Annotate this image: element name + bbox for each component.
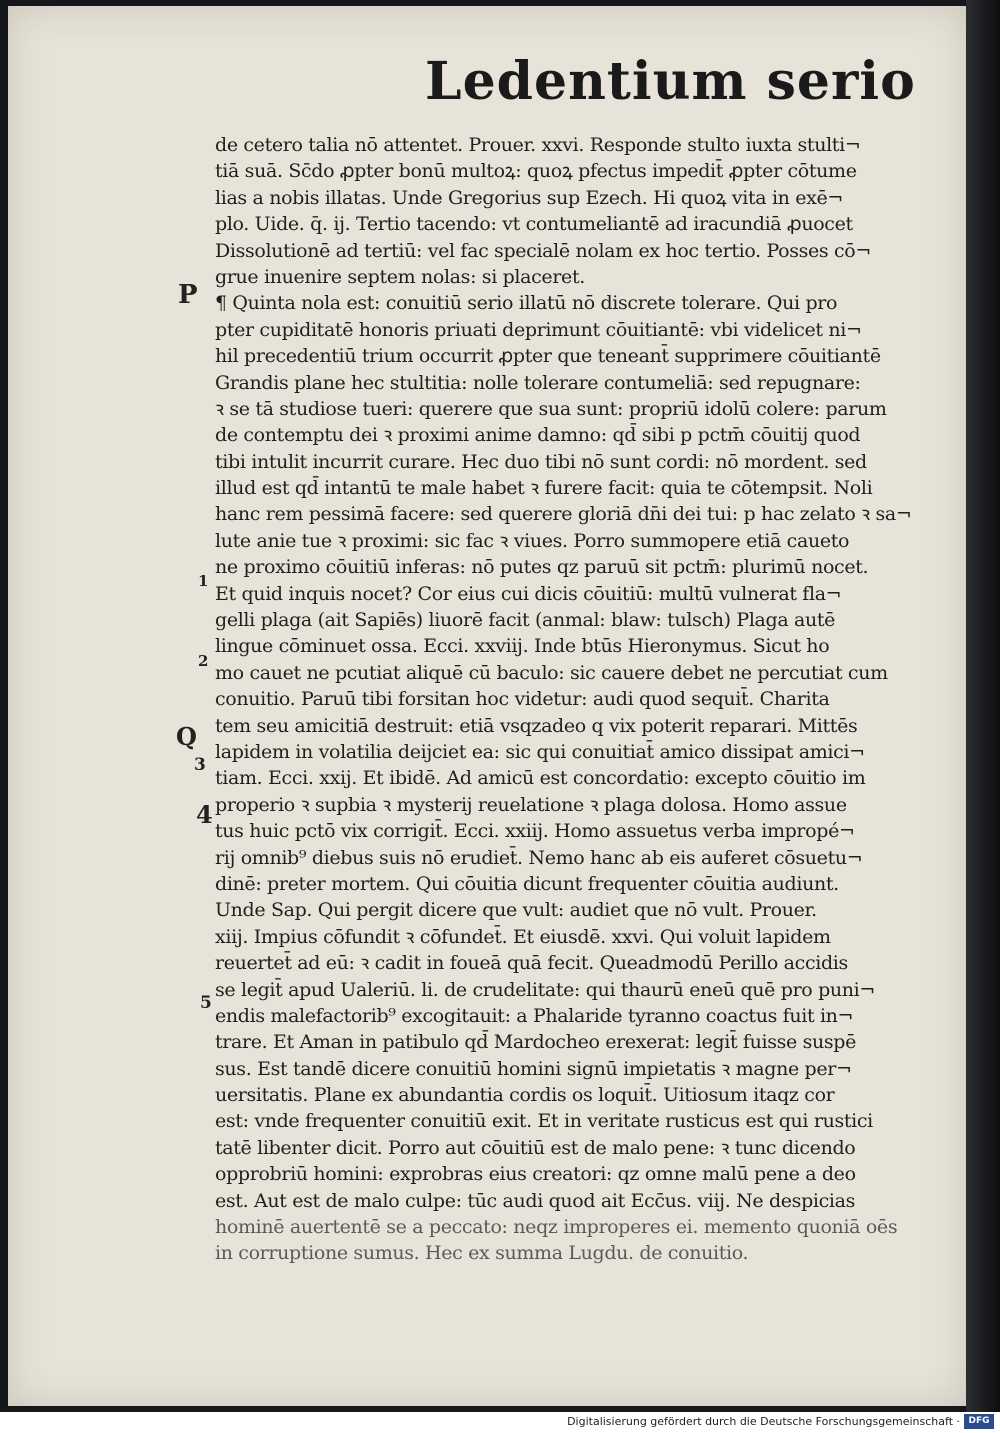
text-line: rij omnib⁹ diebus suis nō erudiet̄. Nemo hanc ab eis auferet cōsuetu¬ [215, 846, 863, 869]
text-line: tus huic pctō vix corrigit̄. Ecci. xxiij. Homo assuetus verba impropé¬ [215, 820, 855, 843]
margin-mark-3: 3 [194, 755, 206, 775]
text-line: tem seu amicitiā destruit: etiā vsqzadeo q vix poterit reparari. Mittēs [215, 714, 858, 737]
text-line: est: vnde frequenter conuitiū exit. Et in veritate rusticus est qui rustici [215, 1110, 873, 1133]
text-line: tatē libenter dicit. Porro aut cōuitiū est de malo pene: ꝛ tunc dicendo [215, 1136, 856, 1159]
text-line: reuertet̄ ad eū: ꝛ cadit in foueā quā fecit. Queadmodū Perillo accidis [215, 952, 848, 975]
text-line: conuitio. Paruū tibi forsitan hoc videtur: audi quod sequit̄. Charita [215, 688, 830, 711]
text-line: ¶ Quinta nola est: conuitiū serio illatū nō discrete tolerare. Qui pro [215, 292, 838, 315]
text-line: grue inuenire septem nolas: si placeret. [215, 265, 585, 288]
text-line: Dissolutionē ad tertiū: vel fac specialē nolam ex hoc tertio. Posses cō¬ [215, 239, 871, 262]
text-line: est. Aut est de malo culpe: tūc audi quod ait Ecc̄us. viij. Ne despicias [215, 1189, 856, 1212]
body-text [215, 132, 960, 1267]
text-line: in corruptione sumus. Hec ex summa Lugdu. de conuitio. [215, 1242, 749, 1265]
text-line: trare. Et Aman in patibulo qd̄ Mardocheo erexerat: legit̄ fuisse suspē [215, 1031, 857, 1054]
text-line: lingue cōminuet ossa. Ecci. xxviij. Inde btūs Hieronymus. Sicut ho [215, 635, 830, 658]
text-line: endis malefactorib⁹ excogitauit: a Phalaride tyranno coactus fuit in¬ [215, 1004, 854, 1027]
text-line: Unde Sap. Qui pergit dicere que vult: audiet que nō vult. Prouer. [215, 899, 817, 922]
text-line: lias a nobis illatas. Unde Gregorius sup Ezech. Hi quoꝝ vita in exē¬ [215, 186, 843, 209]
text-line: ꝛ se tā studiose tueri: querere que sua sunt: propriū idolū colere: parum [215, 397, 887, 420]
text-line: de cetero talia nō attentet. Prouer. xxvi. Responde stulto iuxta stulti¬ [215, 134, 861, 156]
text-line: Et quid inquis nocet? Cor eius cui dicis cōuitiū: multū vulnerat fla¬ [215, 582, 842, 605]
text-line: xiij. Impius cōfundit ꝛ cōfundet̄. Et eiusdē. xxvi. Qui voluit lapidem [215, 925, 831, 948]
text-line: lapidem in volatilia deijciet ea: sic qui conuitiat̄ amico dissipat amici¬ [215, 740, 865, 763]
text-line: tiam. Ecci. xxij. Et ibidē. Ad amicū est concordatio: excepto cōuitio im [215, 767, 866, 790]
running-head: Ledentium serio [425, 51, 916, 112]
text-line: se legit̄ apud Ualeriū. li. de crudelitate: qui thaurū eneū quē pro puni¬ [215, 978, 875, 1001]
bleed-through-heading [18, 55, 418, 105]
text-line: illud est qd̄ intantū te male habet ꝛ furere facit: quia te cōtempsit. Noli [215, 477, 873, 500]
text-line: properio ꝛ supbia ꝛ mysterij reuelatione ꝛ plaga dolosa. Homo assue [215, 793, 847, 816]
text-line: hanc rem pessimā facere: sed querere gloriā dn̄i dei tui: p hac zelato ꝛ sa¬ [215, 503, 912, 526]
text-line: de contemptu dei ꝛ proximi anime damno: qd̄ sibi p pctm̄ cōuitij quod [215, 424, 861, 447]
text-line: gelli plaga (ait Sapiēs) liuorē facit (anmal: blaw: tulsch) Plaga autē [215, 609, 836, 632]
text-line: hil precedentiū trium occurrit ꝓpter que teneant̄ supprimere cōuitiantē [215, 345, 881, 368]
text-line: ne proximo cōuitiū inferas: nō putes qz paruū sit pctm̄: plurimū nocet. [215, 556, 869, 579]
text-line: Grandis plane hec stultitia: nolle tolerare contumeliā: sed repugnare: [215, 371, 861, 394]
footer-bar [0, 1412, 1000, 1433]
margin-mark-2: 2 [198, 652, 209, 670]
margin-mark-1: 1 [198, 572, 209, 590]
margin-mark-q: Q [176, 722, 197, 751]
funding-notice: Digitalisierung gefördert durch die Deutsche Forschungsgemeinschaft · [567, 1415, 960, 1428]
text-line: plo. Uide. q̄. ij. Tertio tacendo: vt contumeliantē ad iracundiā ꝓuocet [215, 213, 853, 236]
margin-mark-4: 4 [196, 800, 213, 829]
text-line: opprobriū homini: exprobras eius creatori: qz omne malū pene a deo [215, 1163, 856, 1186]
text-line: tibi intulit incurrit curare. Hec duo tibi nō sunt cordi: nō mordent. sed [215, 450, 867, 473]
text-line: lute anie tue ꝛ proximi: sic fac ꝛ viues. Porro summopere etiā caueto [215, 529, 850, 552]
margin-mark-p: P [178, 280, 198, 310]
dfg-logo: DFG [964, 1414, 994, 1429]
text-line: mo cauet ne pcutiat aliquē cū baculo: sic cauere debet ne percutiat cum [215, 661, 888, 684]
text-line: uersitatis. Plane ex abundantia cordis os loquit̄. Uitiosum itaqz cor [215, 1084, 835, 1107]
text-line: pter cupiditatē honoris priuati deprimunt cōuitiantē: vbi videlicet ni¬ [215, 318, 862, 341]
text-line: sus. Est tandē dicere conuitiū homini signū impietatis ꝛ magne per¬ [215, 1057, 852, 1080]
text-line: dinē: preter mortem. Qui cōuitia dicunt frequenter cōuitia audiunt. [215, 872, 839, 895]
page-gutter [966, 0, 1000, 1412]
margin-mark-5: 5 [200, 993, 212, 1013]
text-line: hominē auertentē se a peccato: neqz improperes ei. memento quoniā oēs [215, 1216, 898, 1239]
text-line: tiā suā. Sc̄do ꝓpter bonū multoꝝ: quoꝝ pfectus impedit̄ ꝓpter cōtume [215, 160, 857, 183]
